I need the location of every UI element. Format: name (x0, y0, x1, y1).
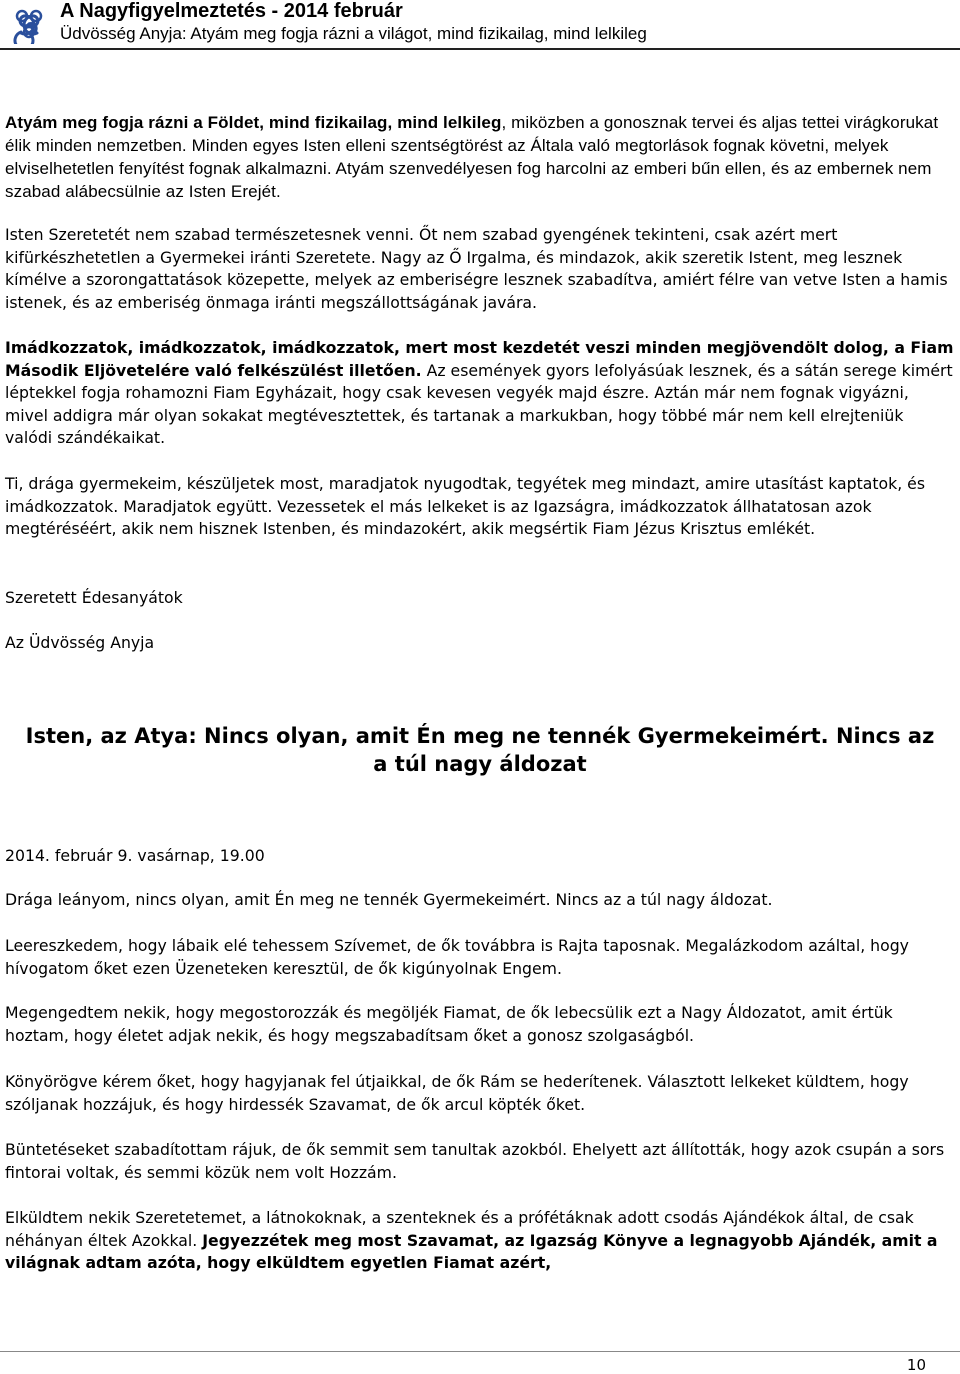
q4-text: Könyörögve kérem őket, hogy hagyjanak fel útjaikkal, de ők Rám se hederítenek. Választott lelkeket küldtem, hogy szóljanak hozzájuk, és hogy hirdessék Szavamat, de ők arcul köpték őket. (5, 1072, 909, 1114)
header-divider (0, 48, 960, 50)
q6-text: Elküldtem nekik Szeretetemet, a látnokoknak, a szenteknek és a prófétáknak adott csodás Ajándékok által, de csak néhányan éltek Azokkal. (5, 1208, 914, 1250)
message-paragraph-5 (5, 1139, 955, 1184)
q6-bold: Jegyezzétek meg most Szavamat, az Igazság Könyve a legnagyobb Ajándék, amit a világnak adtam azóta, hogy elküldtem egyetlen Fiamat azért, (5, 1230, 938, 1272)
sign2-text: Az Üdvösség Anyja (5, 633, 155, 652)
message-paragraph-4 (5, 1071, 955, 1116)
q5-text: Büntetéseket szabadítottam rájuk, de ők semmit sem tanultak azokból. Ehelyett azt állították, hogy azok csupán a sors fintorai voltak, és semmi közük nem volt Hozzám. (5, 1140, 945, 1182)
signature-2 (5, 632, 955, 655)
message-paragraph-3 (5, 1002, 955, 1047)
document-title: A Nagyfigyelmeztetés - 2014 február (60, 0, 403, 22)
p2-text: Isten Szeretetét nem szabad természetesnek venni. Őt nem szabad gyengének tekinteni, csak azért mert kifürkészhetetlen a Gyermekei iránti Szeretete. Nagy az Ő Irgalma, és mindazok, akik szeretik Istent, meg lesznek kímélve a szorongattatások közepette, melyek az emberiségre lesznek szabadítva, amiért félre van vetve Isten a hamis istenek, és az emberiség önmaga iránti megszállottságának javára. (5, 225, 948, 312)
message-paragraph-2 (5, 935, 955, 980)
message-paragraph-1 (5, 889, 955, 912)
document-subtitle: Üdvösség Anyja: Atyám meg fogja rázni a világot, mind fizikailag, mind lelkileg (60, 24, 647, 43)
sign1-text: Szeretett Édesanyátok (5, 588, 183, 607)
message-paragraph-6 (5, 1207, 955, 1275)
date-text: 2014. február 9. vasárnap, 19.00 (5, 846, 265, 865)
paragraph-4 (5, 473, 955, 541)
footer-divider (0, 1351, 960, 1352)
page-header (0, 0, 960, 48)
p1-text: , miközben a gonosznak tervei és aljas tettei virágkorukat élik minden nemzetben. Minden egyes Isten elleni szentségtörést az Általa való megtorlások fognak követni, melyek elviselhetetlen fenyítést fognak alkalmazni. Atyám szenvedélyesen fog harcolni az emberi bűn ellen, és az embernek nem szabad alábecsülnie az Isten Erejét. (5, 113, 939, 201)
p3-bold: Imádkozzatok, imádkozzatok, imádkozzatok, mert most kezdetét veszi minden megjövendölt dolog, a Fiam Második Eljövetelére való felkészülést illetően. (5, 338, 954, 380)
section-title (0, 722, 960, 778)
paragraph-1 (5, 111, 955, 203)
p4-text: Ti, drága gyermekeim, készüljetek most, maradjatok nyugodtak, tegyétek meg mindazt, amire utasítást kaptatok, és imádkozzatok. Maradjatok együtt. Vezessetek el más lelkeket is az Igazságra, imádkozzatok állhatatosan azok megtéréséért, akik nem hisznek Istenben, és mindazokért, akik megsértik Fiam Jézus Krisztus emlékét. (5, 474, 925, 538)
page-number: 10 (906, 1356, 926, 1374)
q2-text: Leereszkedem, hogy lábaik elé tehessem Szívemet, de ők továbbra is Rajta taposnak. Megalázkodom azáltal, hogy hívogatom őket ezen Üzeneteken keresztül, de ők kigúnyolnak Engem. (5, 936, 909, 978)
q1-text: Drága leányom, nincs olyan, amit Én meg ne tennék Gyermekeimért. Nincs az a túl nagy áldozat. (5, 890, 773, 909)
section-title-line1: Isten, az Atya: Nincs olyan, amit Én meg ne tennék Gyermekeimért. Nincs az (25, 724, 935, 748)
p1-bold: Atyám meg fogja rázni a Földet, mind fizikailag, mind lelkileg (5, 113, 502, 132)
paragraph-3 (5, 337, 955, 450)
signature-1 (5, 587, 955, 610)
section-title-line2: a túl nagy áldozat (373, 752, 587, 776)
paragraph-2 (5, 224, 955, 314)
p3-text: Az események gyors lefolyásúak lesznek, és a sátán serege kimért léptekkel fogja rohamozni Fiam Egyházait, hogy csak kevesen vegyék majd észre. Aztán már nem fognak vigyázni, mivel addigra már olyan sokakat megtévesztettek, és tartanak a markukban, hogy többé már nem kell elrejteniük valódi szándékaikat. (5, 360, 953, 447)
triple-spiral-logo-icon (8, 4, 50, 44)
message-date (5, 845, 955, 868)
q3-text: Megengedtem nekik, hogy megostorozzák és megöljék Fiamat, de ők lebecsülik ezt a Nagy Áldozatot, amit értük hoztam, hogy életet adjak nekik, és hogy megszabadítsam őket a gonosz szolgaságból. (5, 1003, 893, 1045)
